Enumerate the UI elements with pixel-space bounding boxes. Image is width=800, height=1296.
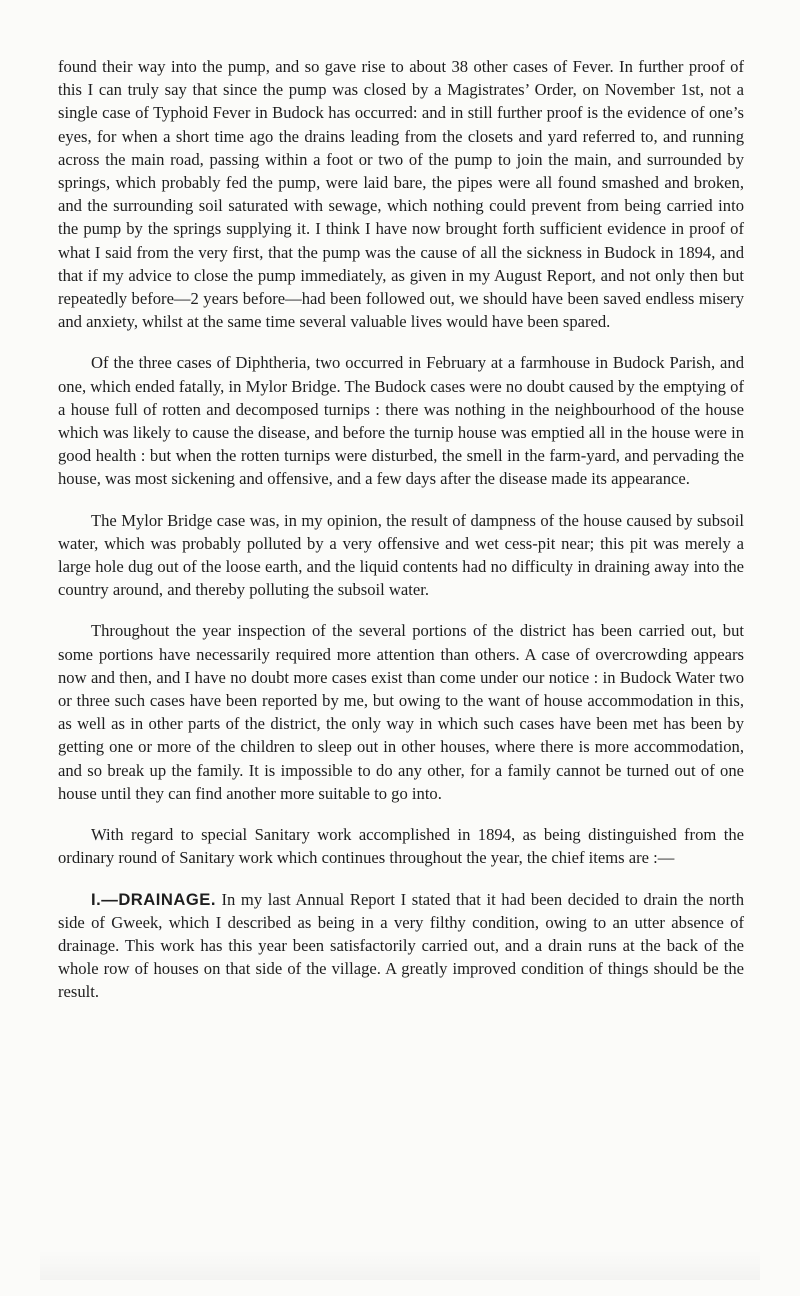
section-heading-drainage: I.—DRAINAGE. [91,889,216,909]
paragraph-drainage [58,888,744,1004]
paragraph-sanitary-work: With regard to special Sanitary work accomplished in 1894, as being distinguished from the ordinary round of Sanitary work which continues throughout the year, the chief items are :— [58,825,744,868]
paragraph-mylor-bridge: The Mylor Bridge case was, in my opinion, the result of dampness of the house caused by subsoil water, which was probably polluted by a very offensive and wet cess-pit near; this pit was merely a large hole dug out of the loose earth, and the liquid contents had no difficulty in draining away into the country around, and thereby polluting the subsoil water. [58,510,744,600]
page-bottom-shade [40,1250,760,1280]
paragraph-fever-pump: found their way into the pump, and so gave rise to about 38 other cases of Fever. In further proof of this I can truly say that since the pump was closed by a Magistrates’ Order, on November 1st, not a single case of Typhoid Fever in Budock has occurred: and in still further proof is the evidence of one’s eyes, for when a short time ago the drains leading from the closets and yard referred to, and running across the main road, passing within a foot or two of the pump to join the main, and surrounded by springs, which probably fed the pump, were laid bare, the pipes were all found smashed and broken, and the surrounding soil saturated with sewage, which nothing could prevent from being carried into the pump by the springs supplying it. I think I have now brought forth sufficient evidence in proof of what I said from the very first, that the pump was the cause of all the sickness in Budock in 1894, and that if my advice to close the pump immediately, as given in my August Report, and not only then but repeatedly before—2 years before—had been followed out, we should have been saved endless misery and anxiety, whilst at the same time several valuable lives would have been spared. [58,57,744,332]
drainage-text: In my last Annual Report I stated that it had been decided to drain the north side of Gweek, which I described as being in a very filthy condition, owing to an utter absence of drainage. This work has this year been satisfactorily carried out, and a drain runs at the back of the whole row of houses on that side of the village. A greatly improved condition of things should be the result. [58,889,744,1002]
paragraph-inspection: Throughout the year inspection of the several portions of the district has been carried out, but some portions have necessarily required more attention than others. A case of overcrowding appears now and then, and I have no doubt more cases exist than come under our notice : in Budock Water two or three such cases have been reported by me, but owing to the want of house accommodation in this, as well as in other parts of the district, the only way in which such cases have been met has been by getting one or more of the children to sleep out in other houses, where there is more accommodation, and so break up the family. It is impossible to do any other, for a family cannot be turned out of one house until they can find another more suitable to go into. [58,621,744,803]
paragraph-diphtheria: Of the three cases of Diphtheria, two occurred in February at a farmhouse in Budock Parish, and one, which ended fatally, in Mylor Bridge. The Budock cases were no doubt caused by the emptying of a house full of rotten and decomposed turnips : there was nothing in the neighbourhood of the house which was likely to cause the disease, and before the turnip house was emptied all in the house were in good health : but when the rotten turnips were disturbed, the smell in the farm-yard, and pervading the house, was most sickening and offensive, and a few days after the disease made its appearance. [58,353,744,489]
